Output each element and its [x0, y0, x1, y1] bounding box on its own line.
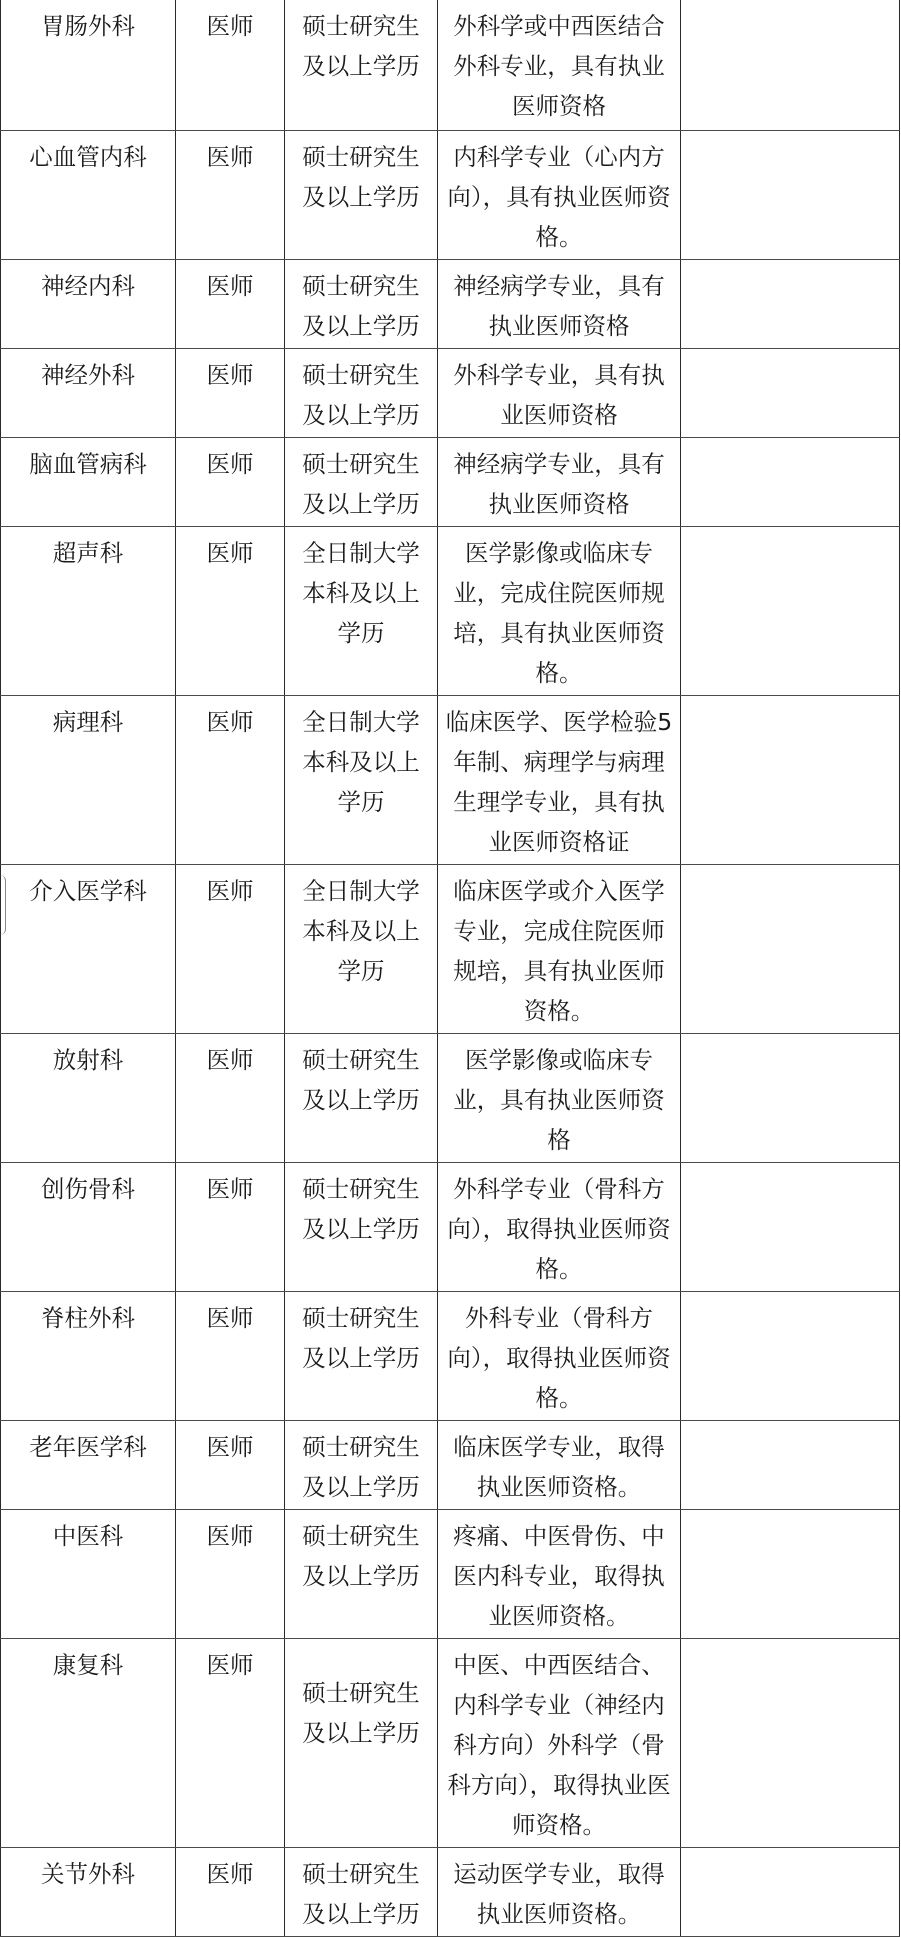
education-cell-text: 全日制大学本科及以上学历 — [302, 876, 420, 985]
requirement-cell-text: 疼痛、中医骨伤、中医内科专业，取得执业医师资格。 — [453, 1521, 665, 1630]
education-cell-text: 硕士研究生及以上学历 — [302, 1303, 420, 1372]
table-row — [1, 259, 900, 348]
table-row — [1, 1162, 900, 1291]
position-cell-text: 医师 — [206, 449, 254, 478]
department-cell-text: 神经外科 — [41, 360, 135, 389]
position-cell-text: 医师 — [206, 1174, 254, 1203]
page-edge-notch — [0, 875, 6, 935]
department-cell — [1, 0, 176, 130]
position-cell-text: 医师 — [206, 538, 254, 567]
education-cell — [285, 130, 438, 259]
position-cell-text: 医师 — [206, 707, 254, 736]
department-cell-text: 心血管内科 — [29, 142, 147, 171]
table-row — [1, 1638, 900, 1847]
notes-cell — [681, 695, 900, 864]
requirement-cell — [438, 1638, 681, 1847]
position-cell-text: 医师 — [206, 142, 254, 171]
requirement-cell — [438, 1420, 681, 1509]
position-cell — [176, 437, 285, 526]
department-cell-text: 中医科 — [52, 1521, 124, 1550]
requirement-cell — [438, 1509, 681, 1638]
education-cell — [285, 1420, 438, 1509]
education-cell — [285, 259, 438, 348]
notes-cell — [681, 259, 900, 348]
department-cell — [1, 1420, 176, 1509]
department-cell-text: 脊柱外科 — [41, 1303, 135, 1332]
requirement-cell-text: 外科学专业（骨科方向），取得执业医师资格。 — [447, 1174, 671, 1283]
department-cell — [1, 526, 176, 695]
department-cell — [1, 695, 176, 864]
department-cell-text: 康复科 — [52, 1650, 124, 1679]
position-cell-text: 医师 — [206, 1521, 254, 1550]
position-cell-text: 医师 — [206, 1859, 254, 1888]
position-cell — [176, 0, 285, 130]
education-cell — [285, 1509, 438, 1638]
requirement-cell — [438, 1162, 681, 1291]
requirement-cell-text: 外科专业（骨科方向），取得执业医师资格。 — [447, 1303, 671, 1412]
department-cell — [1, 1033, 176, 1162]
education-cell — [285, 348, 438, 437]
education-cell — [285, 695, 438, 864]
education-cell — [285, 1638, 438, 1847]
notes-cell — [681, 526, 900, 695]
requirement-cell-text: 内科学专业（心内方向），具有执业医师资格。 — [447, 142, 671, 251]
position-cell — [176, 1420, 285, 1509]
requirement-cell — [438, 864, 681, 1033]
position-cell-text: 医师 — [206, 876, 254, 905]
education-cell — [285, 1291, 438, 1420]
requirement-cell — [438, 0, 681, 130]
education-cell — [285, 864, 438, 1033]
position-cell — [176, 1509, 285, 1638]
notes-cell — [681, 864, 900, 1033]
department-cell-text: 超声科 — [52, 538, 124, 567]
department-cell — [1, 437, 176, 526]
table-row — [1, 0, 900, 130]
position-cell-text: 医师 — [206, 1303, 254, 1332]
table-row — [1, 1847, 900, 1936]
notes-cell — [681, 1509, 900, 1638]
department-cell-text: 放射科 — [52, 1045, 124, 1074]
position-cell-text: 医师 — [206, 12, 254, 40]
education-cell-text: 硕士研究生及以上学历 — [302, 1678, 420, 1747]
table-row — [1, 1420, 900, 1509]
position-cell — [176, 130, 285, 259]
education-cell-text: 硕士研究生及以上学历 — [302, 1521, 420, 1590]
department-cell-text: 病理科 — [52, 707, 124, 736]
position-cell-text: 医师 — [206, 271, 254, 300]
requirement-cell — [438, 1033, 681, 1162]
department-cell — [1, 130, 176, 259]
education-cell-text: 硕士研究生及以上学历 — [302, 271, 420, 340]
requirement-cell — [438, 695, 681, 864]
position-cell — [176, 695, 285, 864]
requirement-cell — [438, 437, 681, 526]
table-row — [1, 1291, 900, 1420]
education-cell — [285, 526, 438, 695]
department-cell — [1, 259, 176, 348]
department-cell — [1, 1509, 176, 1638]
education-cell-text: 硕士研究生及以上学历 — [302, 1859, 420, 1928]
notes-cell — [681, 130, 900, 259]
notes-cell — [681, 1291, 900, 1420]
requirement-cell — [438, 259, 681, 348]
table-row — [1, 437, 900, 526]
table-row — [1, 864, 900, 1033]
department-cell-text: 关节外科 — [41, 1859, 135, 1888]
notes-cell — [681, 1033, 900, 1162]
position-cell-text: 医师 — [206, 1045, 254, 1074]
table-row — [1, 695, 900, 864]
requirement-cell-text: 外科学或中西医结合外科专业，具有执业医师资格 — [453, 12, 665, 120]
department-cell-text: 神经内科 — [41, 271, 135, 300]
department-cell — [1, 864, 176, 1033]
notes-cell — [681, 1420, 900, 1509]
department-cell — [1, 1162, 176, 1291]
requirement-cell — [438, 348, 681, 437]
department-cell — [1, 1291, 176, 1420]
requirement-cell — [438, 1847, 681, 1936]
requirement-cell-text: 外科学专业，具有执业医师资格 — [453, 360, 665, 429]
notes-cell — [681, 0, 900, 130]
position-cell — [176, 1162, 285, 1291]
table-row — [1, 348, 900, 437]
position-cell — [176, 1033, 285, 1162]
education-cell-text: 全日制大学本科及以上学历 — [302, 538, 420, 647]
requirement-cell-text: 临床医学或介入医学专业，完成住院医师规培，具有执业医师资格。 — [453, 876, 665, 1025]
department-cell-text: 介入医学科 — [29, 876, 147, 905]
position-cell — [176, 348, 285, 437]
education-cell-text: 硕士研究生及以上学历 — [302, 142, 420, 211]
education-cell-text: 硕士研究生及以上学历 — [302, 449, 420, 518]
requirement-cell-text: 临床医学专业，取得执业医师资格。 — [453, 1432, 665, 1501]
education-cell-text: 硕士研究生及以上学历 — [302, 12, 420, 80]
requirement-cell-text: 医学影像或临床专业，完成住院医师规培，具有执业医师资格。 — [453, 538, 665, 687]
department-cell — [1, 348, 176, 437]
table-row — [1, 130, 900, 259]
requirement-cell — [438, 130, 681, 259]
notes-cell — [681, 1162, 900, 1291]
position-cell-text: 医师 — [206, 1650, 254, 1679]
department-cell — [1, 1847, 176, 1936]
position-cell — [176, 1847, 285, 1936]
education-cell — [285, 1033, 438, 1162]
education-cell-text: 全日制大学本科及以上学历 — [302, 707, 420, 816]
position-cell-text: 医师 — [206, 1432, 254, 1461]
education-cell — [285, 1162, 438, 1291]
department-cell-text: 胃肠外科 — [41, 12, 135, 40]
department-cell-text: 创伤骨科 — [41, 1174, 135, 1203]
table-row — [1, 1033, 900, 1162]
education-cell-text: 硕士研究生及以上学历 — [302, 1174, 420, 1243]
department-cell-text: 脑血管病科 — [29, 449, 147, 478]
position-cell — [176, 1291, 285, 1420]
education-cell-text: 硕士研究生及以上学历 — [302, 1045, 420, 1114]
requirement-cell-text: 神经病学专业，具有执业医师资格 — [453, 271, 665, 340]
requirement-cell-text: 医学影像或临床专业，具有执业医师资格 — [453, 1045, 665, 1154]
position-cell — [176, 1638, 285, 1847]
requirement-cell-text: 运动医学专业，取得执业医师资格。 — [453, 1859, 665, 1928]
education-cell — [285, 1847, 438, 1936]
requirement-cell — [438, 526, 681, 695]
requirement-cell-text: 中医、中西医结合、内科学专业（神经内科方向）外科学（骨科方向），取得执业医师资格。 — [447, 1650, 671, 1839]
position-cell — [176, 526, 285, 695]
department-cell — [1, 1638, 176, 1847]
notes-cell — [681, 1638, 900, 1847]
education-cell — [285, 437, 438, 526]
position-cell — [176, 864, 285, 1033]
notes-cell — [681, 437, 900, 526]
requirement-cell — [438, 1291, 681, 1420]
notes-cell — [681, 1847, 900, 1936]
requirement-cell-text: 神经病学专业，具有执业医师资格 — [453, 449, 665, 518]
requirement-cell-text: 临床医学、医学检验5年制、病理学与病理生理学专业，具有执业医师资格证 — [445, 707, 673, 856]
table-row — [1, 1509, 900, 1638]
education-cell — [285, 0, 438, 130]
education-cell-text: 硕士研究生及以上学历 — [302, 360, 420, 429]
position-cell-text: 医师 — [206, 360, 254, 389]
position-cell — [176, 259, 285, 348]
education-cell-text: 硕士研究生及以上学历 — [302, 1432, 420, 1501]
table-row — [1, 526, 900, 695]
department-cell-text: 老年医学科 — [29, 1432, 147, 1461]
notes-cell — [681, 348, 900, 437]
